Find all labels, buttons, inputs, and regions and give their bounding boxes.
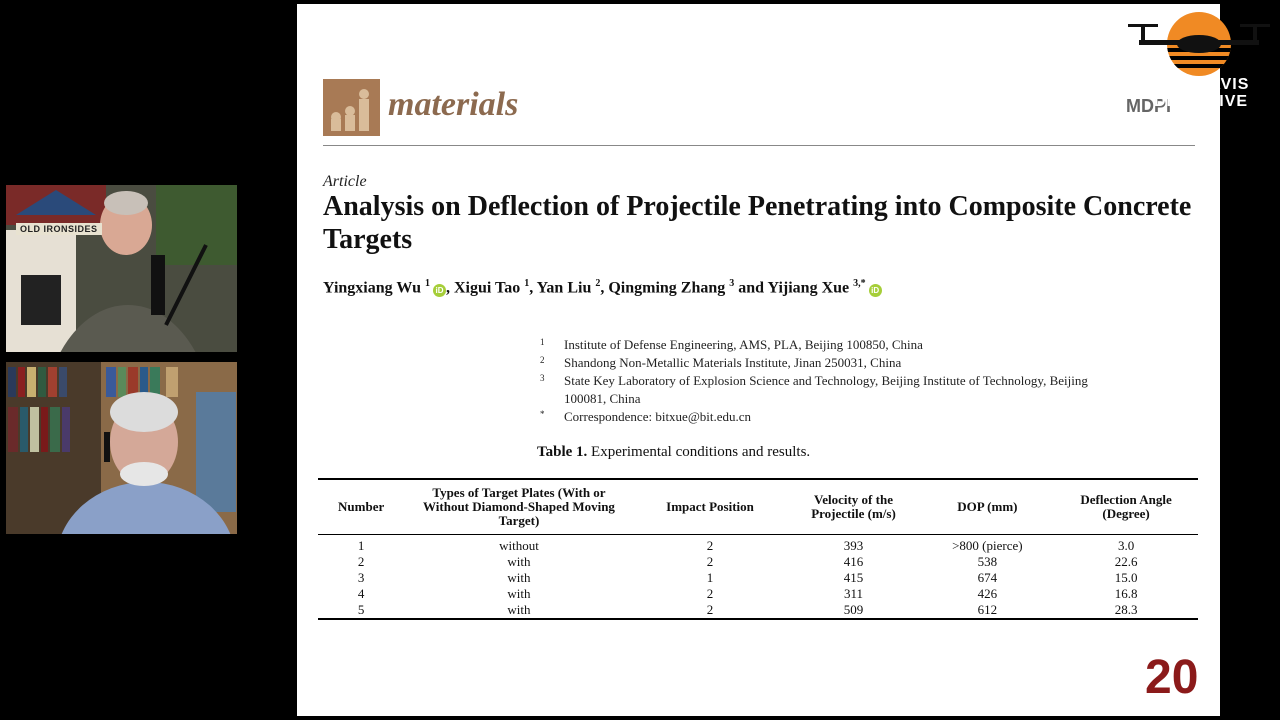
affiliation — [540, 372, 1104, 408]
channel-name-line2: DEEP DIVE — [1154, 93, 1249, 110]
slide-number: 20 — [1145, 651, 1199, 704]
correspondence-email[interactable]: Correspondence: bitxue@bit.edu.cn — [564, 409, 752, 424]
table-cell: 311 — [843, 586, 863, 601]
author-affiliation-mark: 3 — [729, 278, 735, 289]
article-title: Analysis on Deflection of Projectile Penetrating into Composite Concrete Targets — [323, 191, 1192, 255]
webcam-host — [6, 185, 237, 352]
table-cell: 2 — [706, 554, 714, 569]
table-cell: without — [499, 538, 539, 553]
table-cell: >800 (pierce) — [952, 538, 1023, 553]
table-cell: with — [507, 586, 531, 601]
table-caption — [537, 444, 810, 461]
table-cell: with — [507, 570, 531, 585]
affiliation-number: * — [540, 409, 545, 419]
column-header: Deflection Angle (Degree) — [1080, 492, 1172, 521]
table-cell: 2 — [706, 602, 714, 617]
orcid-icon[interactable]: iD — [869, 284, 882, 297]
table-cell: 1 — [357, 538, 365, 553]
table-row — [318, 535, 1198, 555]
table-cell: 15.0 — [1114, 570, 1138, 585]
author: Yingxiang Wu — [323, 279, 421, 297]
column-header: Impact Position — [666, 499, 754, 514]
presentation-slide — [297, 4, 1220, 716]
table-cell: 393 — [843, 538, 864, 553]
results-table — [318, 478, 1198, 620]
journal-name: materials — [388, 86, 519, 123]
column-header: Types of Target Plates (With or Without Diamond-Shaped Moving Target) — [423, 485, 615, 528]
author: Qingming Zhang — [608, 279, 726, 297]
channel-logo — [1124, 10, 1274, 110]
author: Xigui Tao — [453, 279, 521, 297]
table-cell: 509 — [843, 602, 864, 617]
affiliation — [540, 336, 1104, 354]
affiliation-number: 1 — [540, 337, 545, 347]
table-cell: with — [507, 554, 531, 569]
affiliation-number: 2 — [540, 355, 545, 365]
affiliation-text: State Key Laboratory of Explosion Science and Technology, Beijing Institute of Technology, Beijing 100081, China — [564, 373, 1088, 406]
author-list: Yingxiang Wu $^1$iD , Xigui Tao $^1$, Yan Liu $^2$, Qingming Zhang $^3$ and Yijiang Xue $^{3,*}$iD — [323, 278, 882, 297]
table-cell: 674 — [977, 570, 998, 585]
table-cell: 2 — [706, 586, 714, 601]
column-header: DOP (mm) — [957, 499, 1018, 514]
author: Yan Liu — [536, 279, 592, 297]
guest-video-frame — [6, 362, 237, 534]
author-affiliation-mark: 1 — [524, 278, 530, 289]
table-cell: 2 — [357, 554, 365, 569]
table-cell: 612 — [977, 602, 998, 617]
channel-name-line1: DANIEL DAVIS — [1126, 76, 1250, 93]
orcid-icon[interactable]: iD — [433, 284, 446, 297]
table-cell: 538 — [977, 554, 998, 569]
table-cell: 1 — [706, 570, 714, 585]
table-row — [318, 602, 1198, 619]
affiliation-number: 3 — [540, 373, 545, 383]
drone-icon — [1124, 10, 1274, 70]
table-cell: 426 — [977, 586, 998, 601]
journal-logo-icon — [323, 79, 380, 136]
column-header: Number — [338, 499, 385, 514]
affiliation-text: Institute of Defense Engineering, AMS, PLA, Beijing 100850, China — [564, 337, 923, 352]
table-cell: 16.8 — [1114, 586, 1138, 601]
author: Yijiang Xue — [767, 279, 850, 297]
table-cell: 2 — [706, 538, 714, 553]
publisher-logo: MDPI — [1126, 96, 1171, 116]
article-type: Article — [323, 173, 367, 190]
author-affiliation-mark: 3,* — [853, 278, 866, 289]
affiliation-text: Shandong Non-Metallic Materials Institute, Jinan 250031, China — [564, 355, 902, 370]
affiliation — [540, 354, 1104, 372]
table-cell: 416 — [843, 554, 864, 569]
table-cell: 4 — [357, 586, 365, 601]
wall-sign: OLD IRONSIDES — [16, 223, 102, 235]
table-row — [318, 570, 1198, 586]
affiliation-list — [540, 336, 1104, 426]
table-cell: 28.3 — [1114, 602, 1138, 617]
table-cell: 415 — [843, 570, 864, 585]
table-caption-text: Experimental conditions and results. — [591, 444, 811, 460]
table-caption-label: Table 1. — [537, 444, 588, 460]
author-affiliation-mark: 1 — [424, 278, 430, 289]
correspondence — [540, 408, 1104, 426]
column-header: Velocity of the Projectile (m/s) — [811, 492, 896, 521]
header-divider — [323, 145, 1195, 146]
table-header-row — [318, 479, 1198, 535]
table-cell: 5 — [357, 602, 365, 617]
webcam-guest — [6, 362, 237, 534]
table-cell: 3 — [357, 570, 365, 585]
author-affiliation-mark: 2 — [595, 278, 601, 289]
table-row — [318, 586, 1198, 602]
table-row — [318, 554, 1198, 570]
table-cell: with — [507, 602, 531, 617]
table-cell: 3.0 — [1117, 538, 1135, 553]
table-cell: 22.6 — [1114, 554, 1138, 569]
host-video-frame — [6, 185, 237, 352]
